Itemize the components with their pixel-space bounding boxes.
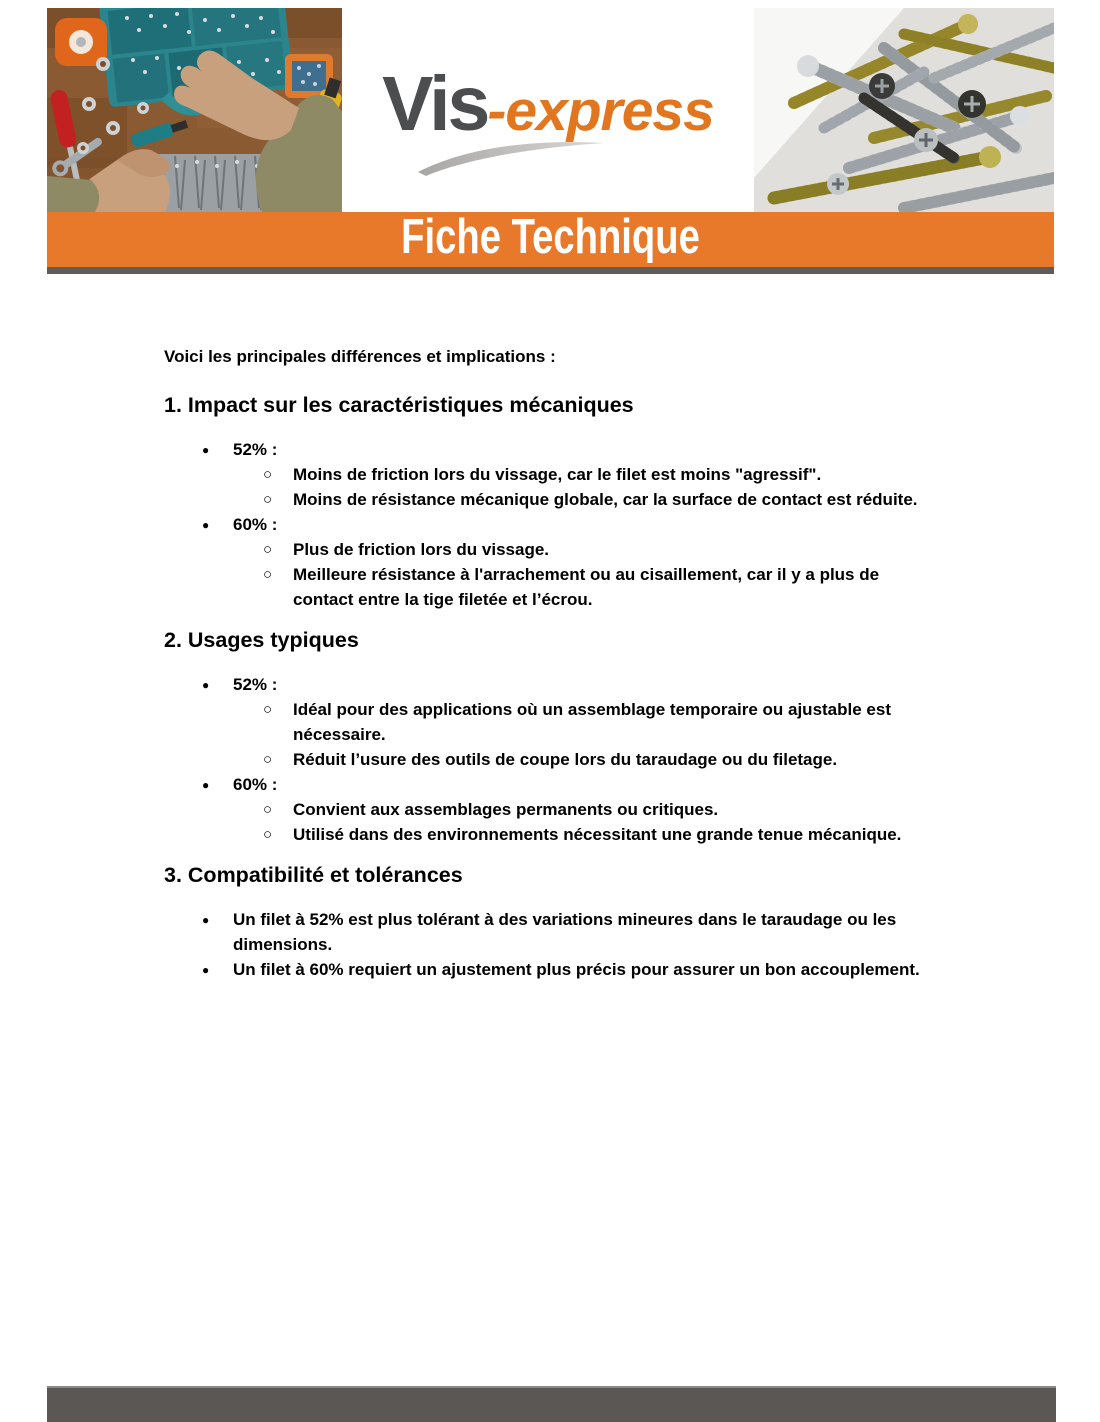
sub-bullet-list: [233, 797, 923, 847]
logo-text-vis: Vis: [382, 61, 488, 147]
sub-bullet-list: [233, 462, 923, 512]
list-item: [164, 772, 923, 847]
logo-text-express: -express: [487, 79, 714, 143]
list-item: [164, 672, 923, 772]
bullet-label: 60% :: [233, 515, 278, 534]
workbench-photo: [47, 8, 342, 212]
list-item: ○ Idéal pour des applications où un assemblage temporaire ou ajustable est nécessaire.: [233, 697, 923, 747]
bullet-list-3: [164, 907, 923, 982]
section-heading-3: 3. Compatibilité et tolérances: [164, 863, 463, 887]
section-heading-1: 1. Impact sur les caractéristiques mécaniques: [164, 393, 634, 417]
logo-swoosh: [410, 134, 610, 176]
screws-photo: [754, 8, 1054, 212]
header-banner: [47, 8, 1054, 274]
list-item: ○ Moins de friction lors du vissage, car le filet est moins "agressif".: [233, 462, 923, 487]
logo-area: [342, 8, 754, 212]
bullet-label: 52% :: [233, 675, 278, 694]
sub-bullet-list: [233, 537, 923, 612]
list-item: ○ Plus de friction lors du vissage.: [233, 537, 923, 562]
header-photo-row: [47, 8, 1054, 212]
list-item: ● Un filet à 52% est plus tolérant à des variations mineures dans le taraudage ou les dimensions.: [164, 907, 923, 957]
list-item: ○ Meilleure résistance à l'arrachement ou au cisaillement, car il y a plus de contact entre la tige filetée et l’écrou.: [233, 562, 923, 612]
title-banner: [47, 212, 1054, 267]
bullet-list-1: [164, 437, 923, 612]
sub-bullet-list: [233, 697, 923, 772]
list-item: [164, 437, 923, 512]
list-item: ● Un filet à 60% requiert un ajustement plus précis pour assurer un bon accouplement.: [164, 957, 923, 982]
footer-bar: [47, 1386, 1056, 1422]
banner-title: Fiche Technique: [401, 210, 700, 264]
document-body: [164, 344, 923, 982]
list-item: ○ Convient aux assemblages permanents ou critiques.: [233, 797, 923, 822]
bullet-list-2: [164, 672, 923, 847]
list-item: ○ Moins de résistance mécanique globale, car la surface de contact est réduite.: [233, 487, 923, 512]
list-item: [164, 512, 923, 612]
list-item: ○ Utilisé dans des environnements nécessitant une grande tenue mécanique.: [233, 822, 923, 847]
section-heading-2: 2. Usages typiques: [164, 628, 359, 652]
bullet-label: 60% :: [233, 775, 278, 794]
bullet-label: 52% :: [233, 440, 278, 459]
intro-paragraph: Voici les principales différences et implications :: [164, 347, 556, 366]
list-item: ○ Réduit l’usure des outils de coupe lors du taraudage ou du filetage.: [233, 747, 923, 772]
